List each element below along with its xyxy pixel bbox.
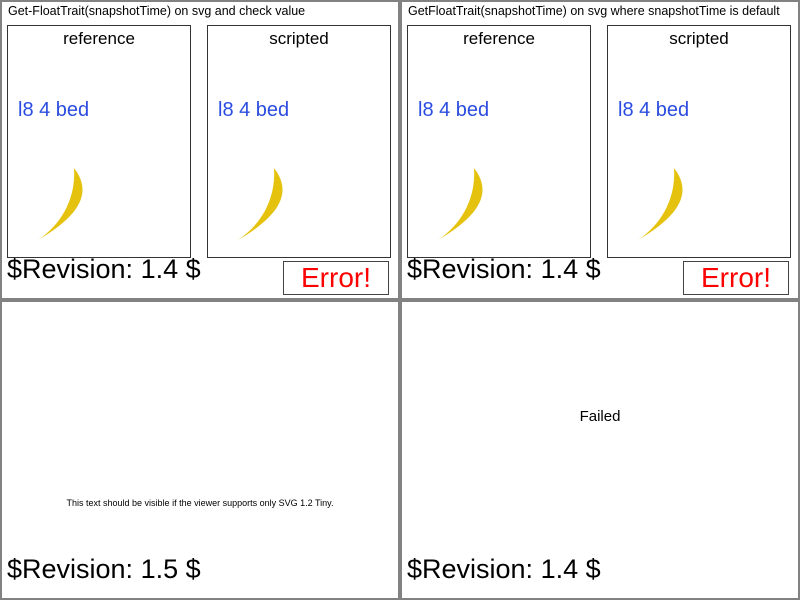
- crescent-moon-icon: [234, 166, 288, 242]
- snapshot-text: l8 4 bed: [618, 99, 690, 121]
- crescent-moon-icon: [34, 166, 88, 242]
- failed-status-label: Failed: [579, 408, 621, 425]
- snapshot-text: l8 4 bed: [218, 99, 290, 121]
- error-badge: [683, 261, 789, 295]
- reference-panel-label: reference: [63, 29, 135, 48]
- crescent-moon-icon: [634, 166, 688, 242]
- test-title: GetFloatTrait(snapshotTime) on svg where snapshotTime is default: [408, 4, 780, 18]
- quadrant-top-right: [400, 0, 800, 300]
- quadrant-top-left: [0, 0, 400, 300]
- scripted-panel-label: scripted: [269, 29, 329, 48]
- revision-label: $Revision: 1.5 $: [7, 554, 201, 584]
- quadrant-bottom-left: [0, 300, 400, 600]
- error-badge: [283, 261, 389, 295]
- revision-label: $Revision: 1.4 $: [407, 254, 601, 284]
- revision-label: $Revision: 1.4 $: [7, 254, 201, 284]
- snapshot-text: l8 4 bed: [418, 99, 490, 121]
- quadrant-bottom-right: [400, 300, 800, 600]
- crescent-moon-icon: [434, 166, 488, 242]
- crescent-moon-path: [238, 168, 282, 240]
- scripted-panel: [607, 25, 791, 258]
- reference-panel: [407, 25, 591, 258]
- tiny-viewer-notice: This text should be visible if the viewer supports only SVG 1.2 Tiny.: [66, 498, 334, 508]
- crescent-moon-path: [638, 168, 682, 240]
- scripted-panel-label: scripted: [669, 29, 729, 48]
- error-badge-label: Error!: [301, 262, 371, 293]
- reference-panel: [7, 25, 191, 258]
- snapshot-text: l8 4 bed: [18, 99, 90, 121]
- error-badge-label: Error!: [701, 262, 771, 293]
- scripted-panel: [207, 25, 391, 258]
- crescent-moon-path: [38, 168, 82, 240]
- revision-label: $Revision: 1.4 $: [407, 554, 601, 584]
- crescent-moon-path: [438, 168, 482, 240]
- test-title: Get-FloatTrait(snapshotTime) on svg and check value: [8, 4, 306, 18]
- reference-panel-label: reference: [463, 29, 535, 48]
